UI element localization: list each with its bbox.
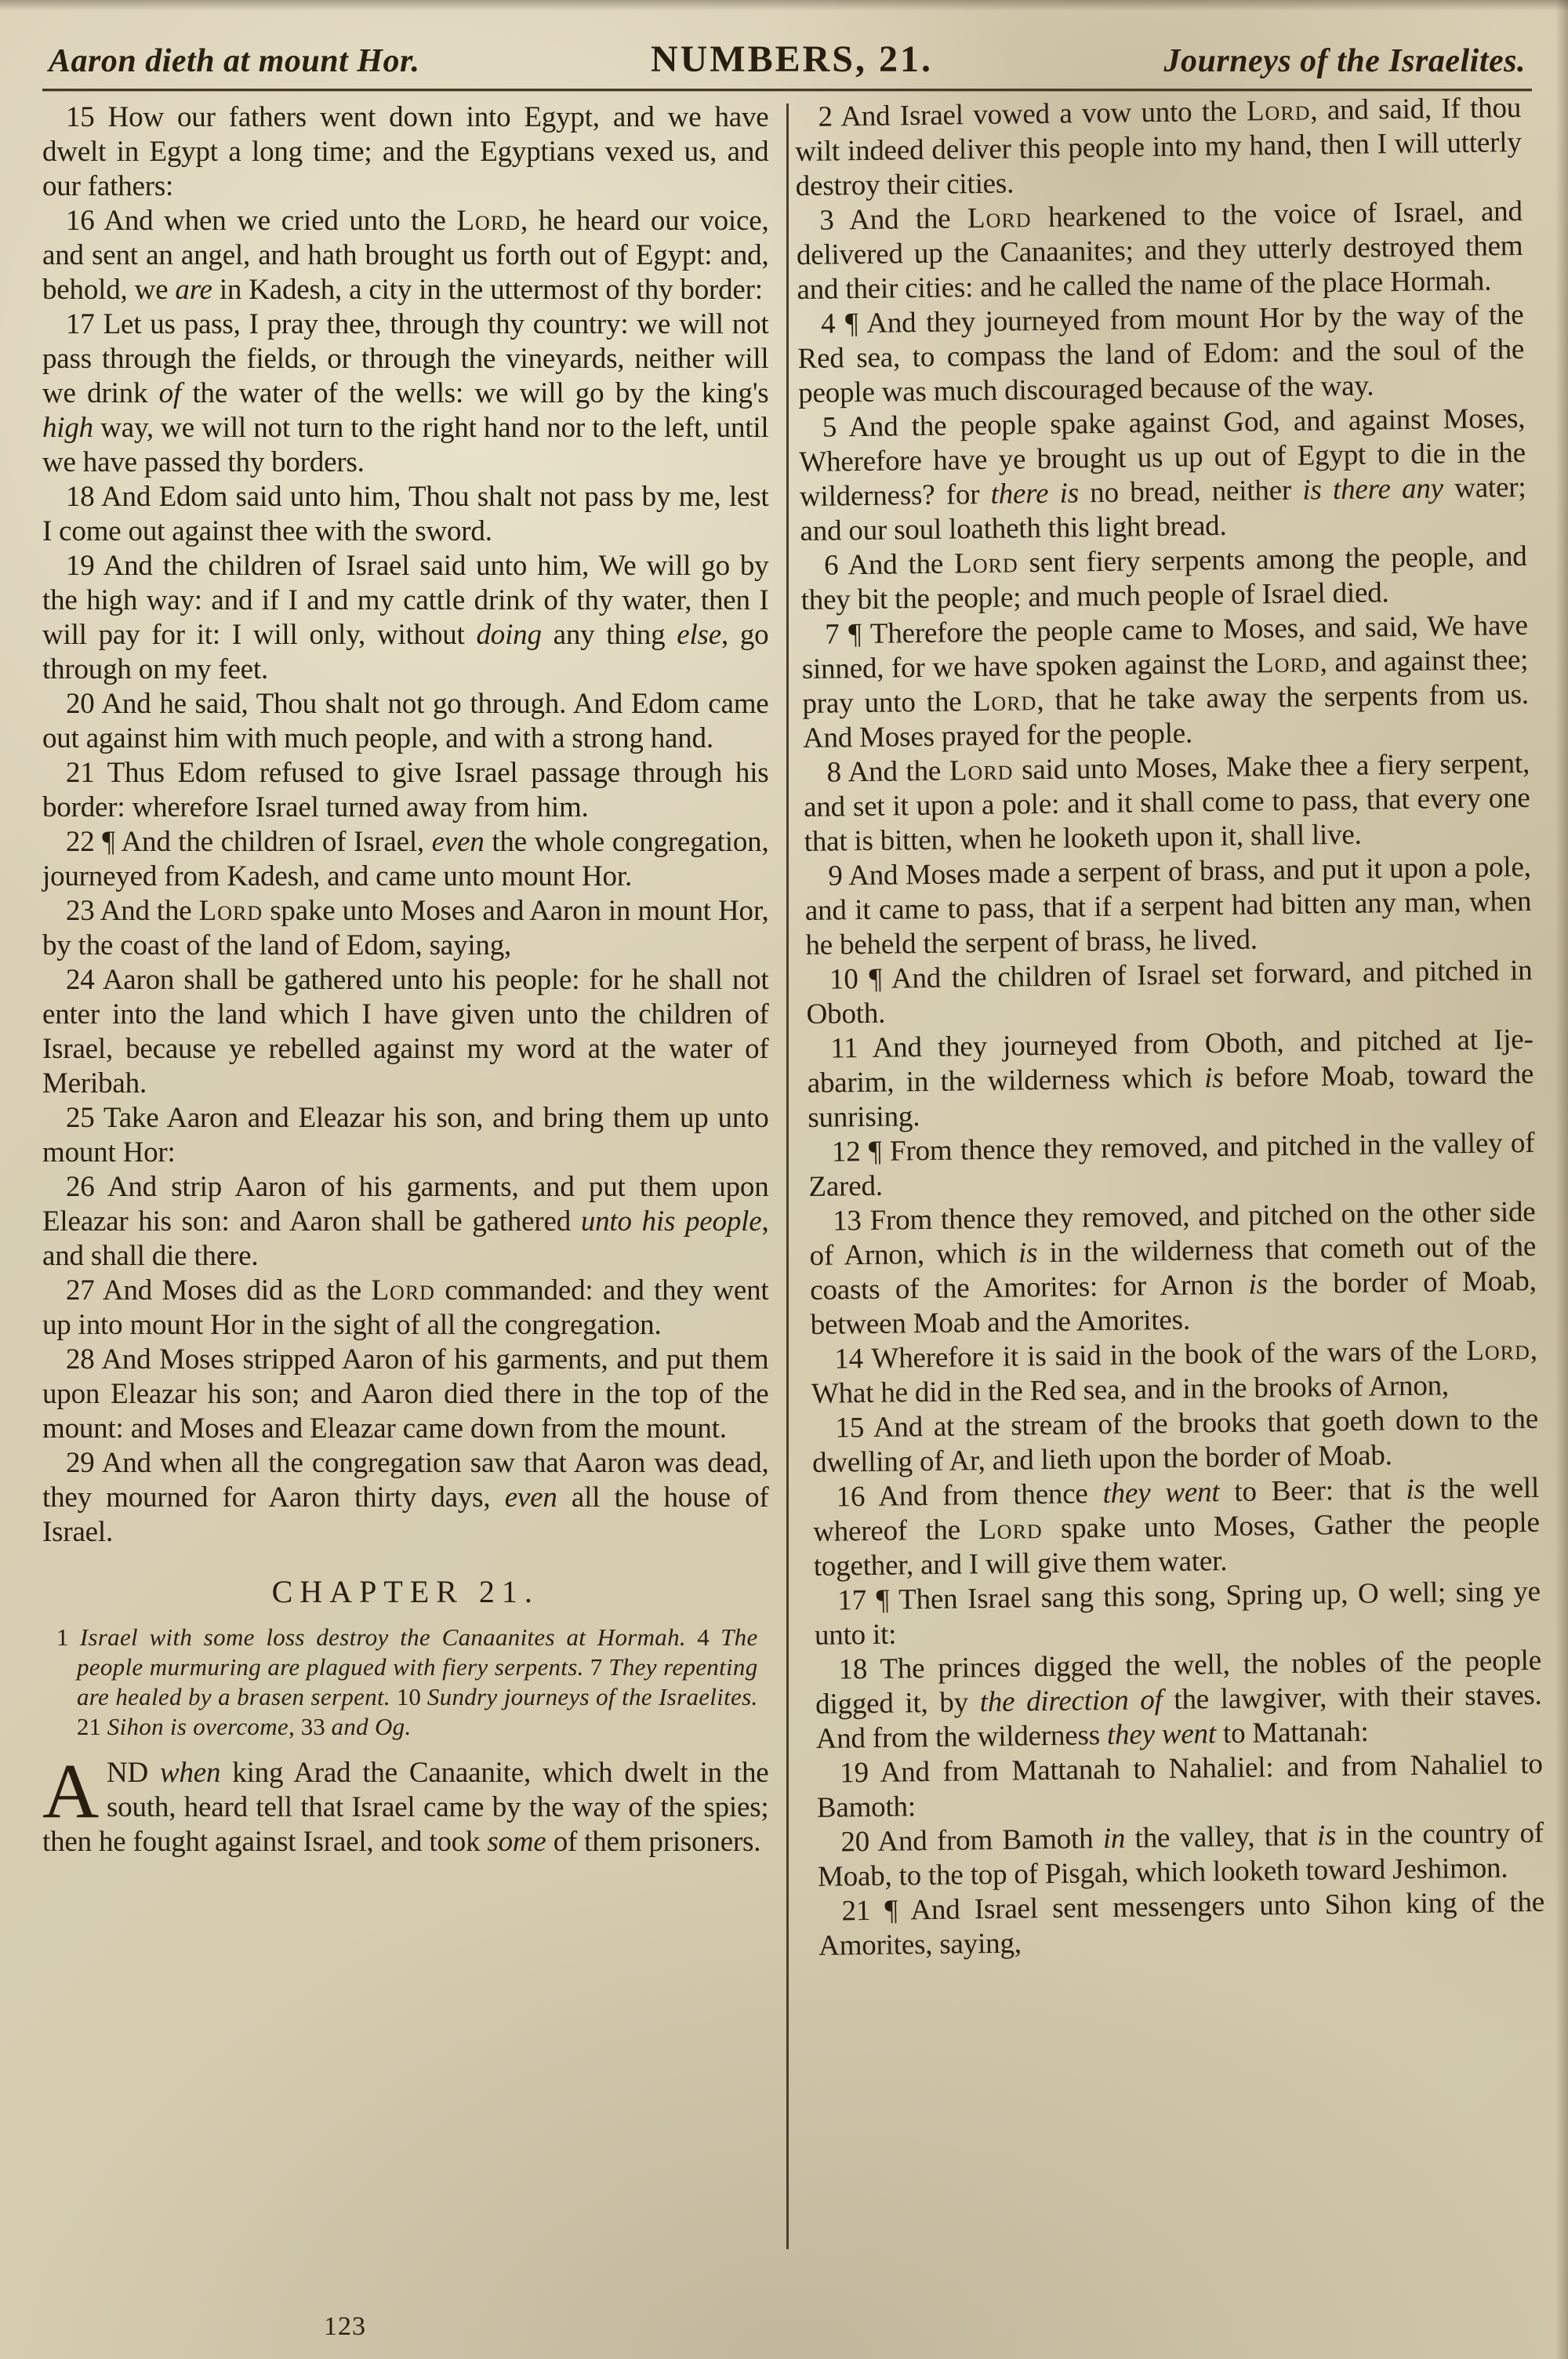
verse-number: 16 [835,1481,866,1514]
verse [42,894,769,963]
verse [814,1575,1541,1653]
verse-number: 21 [66,757,95,789]
verse-text: And he said, Thou shalt not go through. And Edom came out against him with much people, and with a strong hand. [42,688,769,754]
verse [42,1343,769,1446]
page-header [42,27,1532,81]
verse [42,1747,769,1859]
verse [815,1747,1543,1826]
column-divider [786,104,789,2249]
verse-number: 8 [826,756,841,789]
verse-number: 2 [817,100,833,133]
verse-text: ¶ And they journeyed from mount Hor by the way of the Red sea, to compass the land of Edom: and the soul of the people was much discouraged because of the way. [797,298,1524,410]
verse [42,687,769,756]
verse-text: From thence they removed, and pitched on the other side of Arnon, which is in the wilderness that cometh out of the coasts of the Amorites: for Arnon is the border of Moab, between Moab and the Amorites. [808,1195,1537,1341]
chapter-summary: 1 Israel with some loss destroy the Canaanites at Hormah. 4 The people murmuring are plagued with fiery serpents. 7 They repenting are healed by a brasen serpent. 10 Sundry journeys of the Israelites. 21 Sihon is overcome, 33 and Og. [56,1623,758,1740]
verse [808,1126,1535,1205]
verse [798,402,1526,549]
verse-number: 7 [824,618,840,651]
verse-text: And the Lord hearkened to the voice of Israel, and delivered up the Canaanites; and they utterly destroyed them and their cities: and he called the name of the place Hormah. [796,194,1523,307]
verse [800,540,1527,618]
verse-text: And from thence they went to Beer: that is the well whereof the Lord spake unto Moses, Gather the people together, and I will give them water. [812,1471,1540,1583]
verse-number: 23 [66,895,95,927]
verse-text: And they journeyed from Oboth, and pitched at Ije-abarim, in the wilderness which is before Moab, toward the sunrising. [806,1023,1534,1134]
verse [806,1023,1534,1136]
verse-text: ¶ And the children of Israel set forward, and pitched in Oboth. [805,954,1533,1030]
verse-number: 17 [66,308,95,340]
verse-text: And Israel vowed a vow unto the Lord, and said, If thou wilt indeed deliver this people into my hand, then I will utterly destroy their cities. [794,91,1522,203]
verse-text: And from Bamoth in the valley, that is in the country of Moab, to the top of Pisgah, which looketh toward Jeshimon. [817,1816,1544,1893]
verse-text: ND when king Arad the Canaanite, which dwelt in the south, heard tell that Israel came by the way of the spies; then he fought against Israel, and took some of them prisoners. [42,1757,769,1858]
verse-number: 18 [837,1653,867,1686]
verse [804,850,1532,963]
verse-text: Take Aaron and Eleazar his son, and bring them up unto mount Hor: [42,1102,769,1169]
verse-number: 17 [837,1584,866,1617]
verse [818,1885,1545,1964]
verse [42,204,769,307]
verse-text: And the Lord spake unto Moses and Aaron in mount Hor, by the coast of the land of Edom, saying, [42,895,769,961]
verse-number: 24 [66,964,95,996]
verse [42,100,769,204]
verse-number: 27 [66,1274,95,1307]
verse-text: And from Mattanah to Nahaliel: and from Nahaliel to Bamoth: [816,1747,1543,1824]
verse [803,747,1530,860]
right-column [794,91,1549,2296]
drop-cap: A [42,1747,100,1834]
verse [817,1816,1544,1895]
verse-number: 10 [829,963,858,996]
verse [42,1170,769,1274]
verse-number: 19 [66,550,95,582]
verse-text: ¶ Therefore the people came to Moses, and said, We have sinned, for we have spoken against the Lord, and against thee; pray unto the Lord, that he take away the serpents from us. And Moses prayed for the people. [801,609,1529,755]
verse-number: 25 [66,1102,95,1134]
header-rule [42,89,1532,91]
running-head-right: Journeys of the Israelites. [1163,43,1526,79]
verse-text: ¶ And Israel sent messengers unto Sihon king of the Amorites, saying, [818,1885,1544,1962]
verse [805,954,1533,1032]
verse [797,298,1524,411]
verse [42,1446,769,1550]
verse-text: And Edom said unto him, Thou shalt not pass by me, lest I come out against thee with the sword. [42,481,769,547]
verse-number: 14 [833,1343,863,1376]
verse-text: ¶ From thence they removed, and pitched in the valley of Zared. [808,1126,1535,1203]
verse [800,609,1529,756]
verse-text: Thus Edom refused to give Israel passage through his border: wherefore Israel turned away from him. [42,757,769,823]
verse-text: And the people spake against God, and against Moses, Wherefore have ye brought us up out of Egypt to die in the wilderness? for there is no bread, neither is there any water; and our soul loatheth this light bread. [798,402,1526,548]
text-columns [42,91,1544,2296]
right-verse-list [794,91,1545,1964]
verse-number: 6 [823,549,839,582]
verse-number: 12 [831,1136,861,1169]
verse-text: Let us pass, I pray thee, through thy country: we will not pass through the fields, or through the vineyards, neither will we drink of the water of the wells: we will go by the king's high way, we will not turn to the right hand nor to the left, until we have passed thy borders. [42,308,769,478]
verse-number: 5 [822,411,837,444]
verse [808,1195,1537,1343]
verse-text: And Moses stripped Aaron of his garments, and put them upon Eleazar his son; and Aaron died there in the top of the mount: and Moses and Eleazar came down from the mount. [42,1343,769,1445]
verse [811,1333,1538,1412]
verse-text: And strip Aaron of his garments, and put them upon Eleazar his son: and Aaron shall be gathered unto his people, and shall die there. [42,1171,769,1272]
running-head-left: Aaron dieth at mount Hor. [49,43,420,79]
verse-text: And Moses did as the Lord commanded: and they went up into mount Hor in the sight of all the congregation. [42,1274,769,1341]
verse-number: 21 [840,1895,870,1928]
verse-number: 4 [820,307,836,340]
verse-number: 29 [66,1447,95,1479]
verse-text: ¶ Then Israel sang this song, Spring up, O well; sing ye unto it: [814,1575,1541,1652]
verse-text: And the Lord sent fiery serpents among the people, and they bit the people; and much people of Israel died. [800,540,1527,617]
verse-number: 3 [818,204,834,237]
verse-text: And the Lord said unto Moses, Make thee a fiery serpent, and set it upon a pole: and it shall come to pass, that every one that is bitten, when he looketh upon it, shall live. [803,747,1530,859]
verse-number: 19 [839,1757,869,1790]
verse-number: 11 [829,1032,858,1065]
verse [811,1402,1539,1481]
verse-text: Wherefore it is said in the book of the wars of the Lord, What he did in the Red sea, and in the brooks of Arnon, [811,1333,1537,1410]
verse [815,1644,1542,1757]
verse-number: 9 [827,860,843,892]
verse-number: 13 [832,1205,862,1238]
page-title: NUMBERS, 21. [650,38,933,80]
verse-number: 15 [834,1412,864,1445]
verse [796,194,1523,307]
verse-text: How our fathers went down into Egypt, and we have dwelt in Egypt a long time; and the Egyptians vexed us, and our fathers: [42,101,769,202]
verse [42,756,769,825]
verse [42,549,769,687]
verse-text: Aaron shall be gathered unto his people: for he shall not enter into the land which I have given unto the children of Israel, because ye rebelled against my word at the water of Meribah. [42,964,769,1100]
verse [812,1471,1540,1584]
verse-number: 26 [66,1171,95,1203]
left-verse-list [42,100,769,1550]
verse-number: 15 [66,101,95,133]
verse-text: And when we cried unto the Lord, he heard our voice, and sent an angel, and hath brought us forth out of Egypt: and, behold, we are in Kadesh, a city in the uttermost of thy border: [42,205,769,306]
verse [42,963,769,1101]
verse-text: The princes digged the well, the nobles of the people digged it, by the direction of the lawgiver, with their staves. And from the wilderness they went to Mattanah: [815,1644,1542,1755]
verse [42,1101,769,1170]
verse-text: And when all the congregation saw that Aaron was dead, they mourned for Aaron thirty days, even all the house of Israel. [42,1447,769,1548]
verse-number: 18 [66,481,95,513]
verse-text: ¶ And the children of Israel, even the whole congregation, journeyed from Kadesh, and came unto mount Hor. [42,826,769,892]
page-number: 123 [324,2312,366,2341]
verse [42,480,769,549]
verse-number: 20 [840,1826,869,1859]
chapter-heading: CHAPTER 21. [271,1574,539,1609]
verse-text: And the children of Israel said unto him, We will go by the high way: and if I and my cattle drink of thy water, then I will pay for it: I will only, without doing any thing else, go through on my feet. [42,550,769,685]
left-column [42,100,769,2296]
verse [794,91,1522,204]
verse [42,825,769,894]
verse [42,307,769,480]
verse-number: 20 [66,688,95,720]
verse-number: 22 [66,826,95,858]
verse-number: 28 [66,1343,95,1376]
verse-text: And at the stream of the brooks that goeth down to the dwelling of Ar, and lieth upon the border of Moab. [811,1402,1538,1479]
verse [42,1274,769,1343]
verse-text: And Moses made a serpent of brass, and put it upon a pole, and it came to pass, that if a serpent had bitten any man, when he beheld the serpent of brass, he lived. [804,850,1532,962]
verse-number: 16 [66,205,95,237]
